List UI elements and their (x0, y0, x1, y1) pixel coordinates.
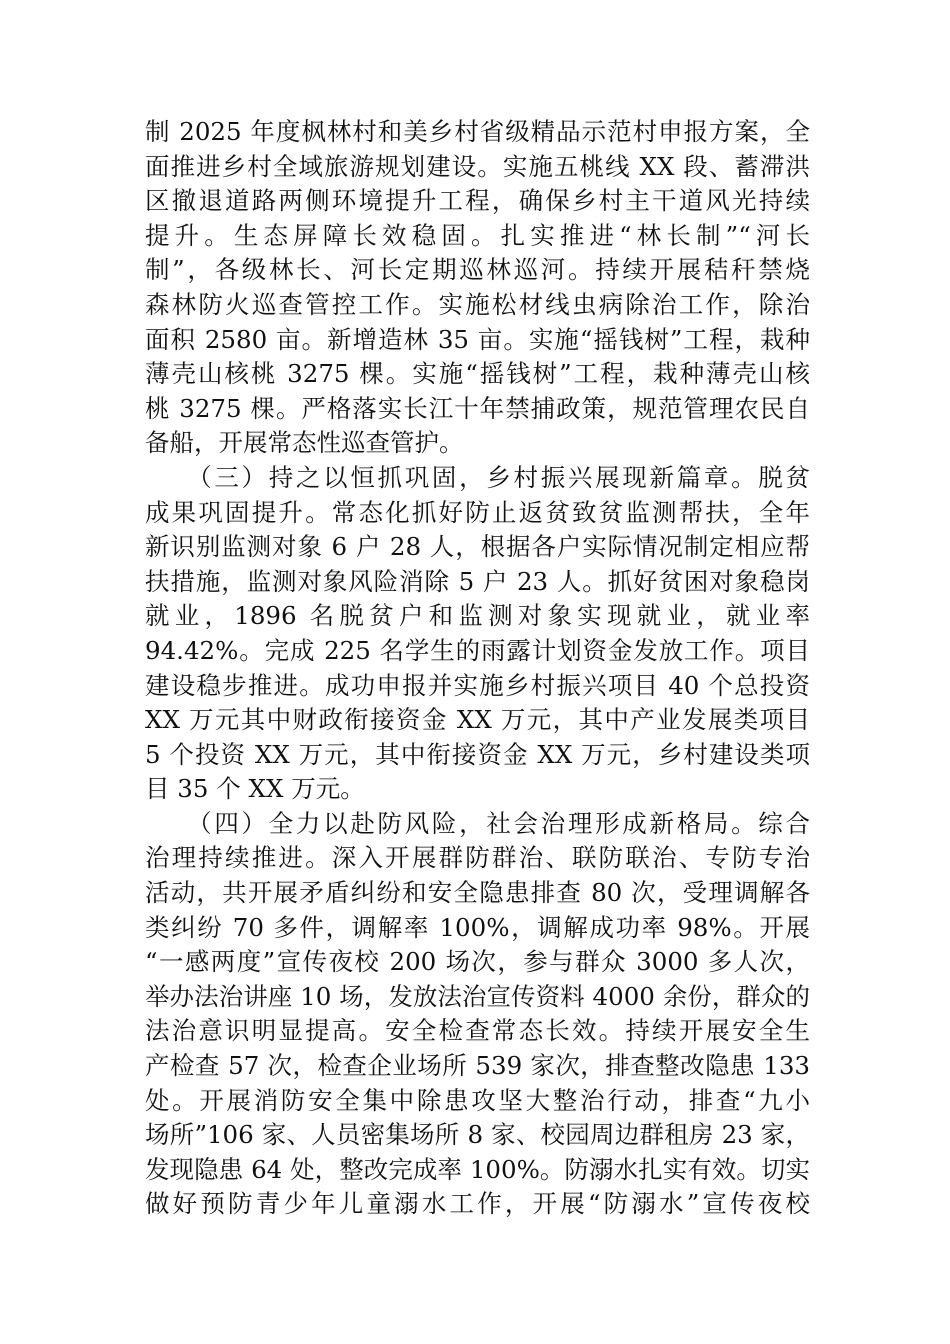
section-heading-line: （四）全力以赴防风险，社会治理形成新格局。综合 (145, 808, 810, 838)
text-line: 做好预防青少年儿童溺水工作，开展“防溺水”宣传夜校 (145, 1189, 810, 1219)
text-line: 治理持续推进。深入开展群防群治、联防联治、专防专治 (145, 843, 810, 873)
text-line: 处。开展消防安全集中除患攻坚大整治行动，排查“九小 (145, 1085, 810, 1115)
text-line: 森林防火巡查管控工作。实施松材线虫病除治工作，除治 (145, 289, 810, 319)
document-body (145, 115, 810, 1222)
text-line: 类纠纷 70 多件，调解率 100%，调解成功率 98%。开展 (145, 912, 810, 942)
text-line: “一感两度”宣传夜校 200 场次，参与群众 3000 多人次， (145, 947, 810, 977)
section-heading-line: （三）持之以恒抓巩固，乡村振兴展现新篇章。脱贫 (145, 462, 810, 492)
text-line: 制”，各级林长、河长定期巡林巡河。持续开展秸秆禁烧 (145, 255, 810, 285)
text-line: 举办法治讲座 10 场，发放法治宣传资料 4000 余份，群众的 (145, 981, 810, 1011)
text-line: 区撤退道路两侧环境提升工程，确保乡村主干道风光持续 (145, 186, 810, 216)
text-line: 就业，1896 名脱贫户和监测对象实现就业，就业率 (145, 601, 810, 631)
text-line: XX 万元其中财政衔接资金 XX 万元，其中产业发展类项目 (145, 705, 810, 735)
text-line: 场所”106 家、人员密集场所 8 家、校园周边群租房 23 家， (145, 1120, 810, 1150)
text-line: 面积 2580 亩。新增造林 35 亩。实施“摇钱树”工程，栽种 (145, 324, 810, 354)
text-line: 94.42%。完成 225 名学生的雨露计划资金发放工作。项目 (145, 635, 810, 665)
text-line: 发现隐患 64 处，整改完成率 100%。防溺水扎实有效。切实 (145, 1154, 810, 1184)
text-line: 成果巩固提升。常态化抓好防止返贫致贫监测帮扶，全年 (145, 497, 810, 527)
text-line: 目 35 个 XX 万元。 (145, 774, 365, 804)
text-line: 桃 3275 棵。严格落实长江十年禁捕政策，规范管理农民自 (145, 393, 810, 423)
text-line: 扶措施，监测对象风险消除 5 户 23 人。抓好贫困对象稳岗 (145, 566, 810, 596)
text-line: 活动，共开展矛盾纠纷和安全隐患排查 80 次，受理调解各 (145, 878, 810, 908)
text-line: 备船，开展常态性巡查管护。 (145, 428, 464, 458)
text-line: 薄壳山核桃 3275 棵。实施“摇钱树”工程，栽种薄壳山核 (145, 359, 810, 389)
text-line: 制 2025 年度枫林村和美乡村省级精品示范村申报方案，全 (145, 117, 810, 146)
text-line: 建设稳步推进。成功申报并实施乡村振兴项目 40 个总投资 (145, 670, 810, 700)
text-line: 面推进乡村全域旅游规划建设。实施五桃线 XX 段、蓄滞洪 (145, 151, 810, 181)
text-line: 5 个投资 XX 万元，其中衔接资金 XX 万元，乡村建设类项 (145, 739, 810, 769)
text-line: 产检查 57 次，检查企业场所 539 家次，排查整改隐患 133 (145, 1051, 810, 1081)
text-line: 提升。生态屏障长效稳固。扎实推进“林长制”“河长 (145, 220, 810, 250)
text-line: 法治意识明显提高。安全检查常态长效。持续开展安全生 (145, 1016, 810, 1046)
text-line: 新识别监测对象 6 户 28 人，根据各户实际情况制定相应帮 (145, 532, 810, 562)
